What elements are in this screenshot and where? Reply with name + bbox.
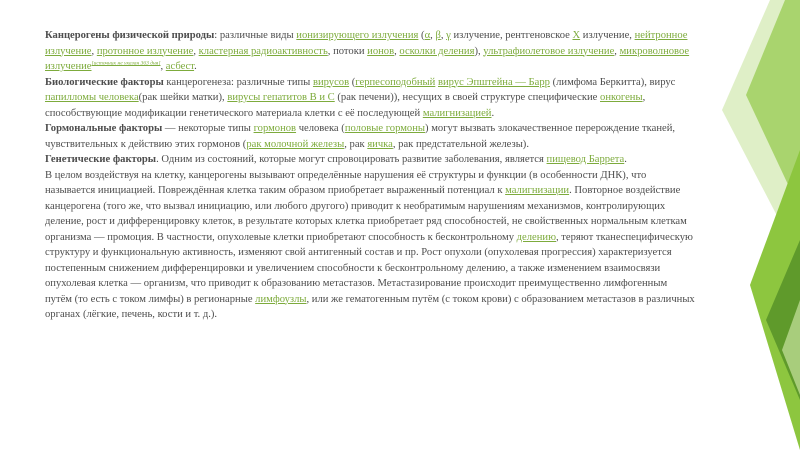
link-testicle[interactable]: яичка bbox=[367, 138, 393, 150]
link-gamma[interactable]: γ bbox=[446, 30, 451, 41]
link-ionizing-radiation[interactable]: ионизирующего излучения bbox=[296, 30, 419, 41]
paragraph-carcinogenesis-mechanism: В целом воздействуя на клетку, канцерогены вызывают определённые нарушения её структуры и функции (в особенности ДНК), что называется инициацией. Повреждённая клетка таким образом приобретает выраженный потенциал к малигнизации. Повторное воздействие канцерогена (того же, что вызвал инициацию, или любого другого) приводит к необратимым нарушениям механизмов, контролирующих деление, рост и дифференцировку клеток, в результате которых клетка приобретает ряд способностей, не свойственных нормальным клеткам организма — промоция. В частности, опухолевые клетки приобретают способность к бесконтрольному делению, теряют тканеспецифическую структуру и функциональную активность, изменяют свой антигенный состав и пр. Рост опухоли (опухолевая прогрессия) характеризуется постепенным снижением дифференцировки и увеличением способности к бесконтрольному делению, а также изменением взаимосвязи опухолевая клетка — организм, что приводит к образованию метастазов. Метастазирование происходит преимущественно лимфогенным путём (то есть с током лимфы) в регионарные лимфоузлы, или же гематогенным путём (с током крови) с образованием метастазов в различных органах (лёгкие, печень, кости и т. д.). bbox=[45, 169, 695, 320]
link-barrett-esophagus[interactable]: пищевод Баррета bbox=[546, 154, 625, 165]
paragraph-hormonal-factors: Гормональные факторы — некоторые типы гормонов человека (половые гормоны) могут вызвать злокачественное перерождение тканей, чувствительных к действию этих гормонов (рак молочной железы, рак яичка, рак предстательной железы). bbox=[45, 123, 676, 150]
heading-biological: Биологические факторы bbox=[45, 76, 164, 88]
link-neutron-radiation[interactable]: нейтронное излучение bbox=[45, 30, 688, 57]
link-herpes-like[interactable]: герпесоподобный bbox=[355, 76, 436, 88]
paragraph-genetic-factors: Генетические факторы. Одним из состояний, которые могут спровоцировать развитие заболевания, является пищевод Баррета. bbox=[45, 154, 627, 165]
paragraph-physical-carcinogens: Канцерогены физической природы: различные виды ионизирующего излучения (α, β, γ излучение, рентгеновское X излучение, нейтронное излучение, протонное излучение, кластерная радиоактивность, потоки ионов, осколки деления), ультрафиолетовое излучение, микроволновое излучение[источник не указан 363 дня], асбест. bbox=[45, 30, 690, 72]
link-x-ray[interactable]: X bbox=[572, 30, 581, 41]
paragraph-biological-factors: Биологические факторы канцерогенеза: различные типы вирусов (герпесоподобный вирус Эпштейна — Барр (лимфома Беркитта), вирус папилломы человека(рак шейки матки), вирусы гепатитов В и С (рак печени)), несущих в своей структуре специфические онкогены, способствующие модификации генетического материала клетки с её последующей малигнизацией. bbox=[45, 76, 676, 119]
document-body bbox=[45, 28, 695, 323]
link-alpha[interactable]: α bbox=[424, 30, 431, 41]
link-breast-cancer[interactable]: рак молочной железы bbox=[246, 138, 345, 150]
link-epstein-barr[interactable]: вирус Эпштейна — Барр bbox=[437, 76, 550, 88]
link-beta[interactable]: β bbox=[435, 30, 441, 41]
heading-genetic: Генетические факторы bbox=[45, 154, 157, 165]
link-ions[interactable]: ионов bbox=[367, 45, 395, 57]
link-lymph-nodes[interactable]: лимфоузлы bbox=[255, 293, 307, 305]
link-fission-fragments[interactable]: осколки деления bbox=[399, 45, 475, 57]
citation-needed-note[interactable]: [источник не указан 363 дня] bbox=[91, 60, 161, 67]
link-proton-radiation[interactable]: протонное излучение bbox=[96, 45, 194, 57]
heading-hormonal: Гормональные факторы bbox=[45, 123, 163, 134]
decorative-green-shapes bbox=[690, 0, 800, 450]
link-malignization-2[interactable]: малигнизации bbox=[505, 185, 570, 196]
link-cluster-radioactivity[interactable]: кластерная радиоактивность bbox=[198, 45, 328, 57]
link-oncogenes[interactable]: онкогены bbox=[600, 92, 643, 103]
link-viruses[interactable]: вирусов bbox=[312, 76, 350, 88]
link-hepatitis[interactable]: вирусы гепатитов В и С bbox=[227, 92, 335, 103]
link-malignization[interactable]: малигнизацией bbox=[422, 107, 492, 119]
link-sex-hormones[interactable]: половые гормоны bbox=[344, 123, 426, 134]
link-asbestos[interactable]: асбест bbox=[165, 61, 195, 72]
link-cell-division[interactable]: делению bbox=[516, 231, 556, 243]
link-papilloma[interactable]: папилломы человека bbox=[45, 92, 139, 103]
link-hormones[interactable]: гормонов bbox=[253, 123, 297, 134]
link-ultraviolet[interactable]: ультрафиолетовое излучение bbox=[483, 45, 615, 57]
link-microwave[interactable]: микроволновое излучение bbox=[45, 45, 690, 72]
heading-physical: Канцерогены физической природы bbox=[45, 30, 215, 41]
